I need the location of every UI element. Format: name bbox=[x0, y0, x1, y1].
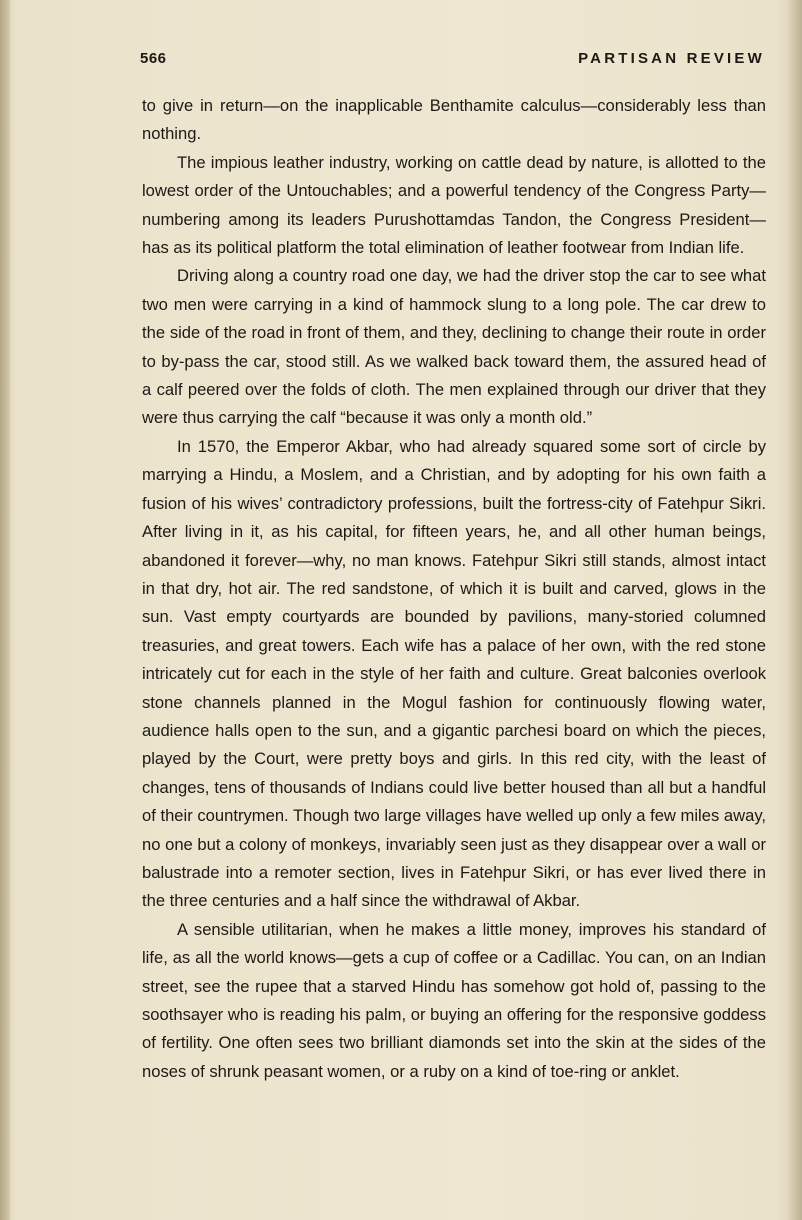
paragraph-fatehpur-sikri: In 1570, the Emperor Akbar, who had already squared some sort of circle by marrying a Hindu, a Moslem, and a Christian, and by adopting for his own faith a fusion of his wives’ contradictory professions, built the fortress-city of Fatehpur Sikri. After living in it, as his capital, for fifteen years, he, and all other human beings, abandoned it forever—why, no man knows. Fatehpur Sikri still stands, almost intact in that dry, hot air. The red sandstone, of which it is built and carved, glows in the sun. Vast empty courtyards are bounded by pavilions, many-storied columned treasuries, and great towers. Each wife has a palace of her own, with the red stone intricately cut for each in the style of her faith and culture. Great balconies overlook stone channels planned in the Mogul fashion for continuously flowing water, audience halls open to the sun, and a gigantic parchesi board on which the pieces, played by the Court, were pretty boys and girls. In this red city, with the least of changes, tens of thousands of Indians could live better housed than all but a handful of their countrymen. Though two large villages have welled up only a few miles away, no one but a colony of monkeys, invariably seen just as they disappear over a wall or balustrade into a remoter section, lives in Fatehpur Sikri, or has ever lived there in the three centuries and a half since the withdrawal of Akbar. bbox=[142, 436, 766, 911]
running-head: PARTISAN REVIEW bbox=[578, 50, 765, 67]
paragraph-continued: to give in return—on the inapplicable Benthamite calculus—considerably less than nothing. bbox=[142, 96, 766, 144]
page-gutter bbox=[0, 0, 10, 1220]
page-number: 566 bbox=[140, 50, 167, 67]
page-header bbox=[140, 50, 765, 72]
paragraph-leather-industry: The impious leather industry, working on cattle dead by nature, is allotted to the lowest order of the Untouchables; and a powerful tendency of the Congress Party—numbering among its leaders Purushottamdas Tandon, the Congress President—has as its political platform the total elimination of leather footwear from Indian life. bbox=[142, 152, 766, 258]
paragraph-calf-anecdote: Driving along a country road one day, we had the driver stop the car to see what two men were carrying in a kind of hammock slung to a long pole. The car drew to the side of the road in front of them, and they, declining to change their route in order to by-pass the car, stood still. As we walked back toward them, the assured head of a calf peered over the folds of cloth. The men explained through our driver that they were thus carrying the calf “because it was only a month old.” bbox=[142, 266, 766, 428]
page-edge-shadow bbox=[788, 0, 802, 1220]
paragraph-utilitarian: A sensible utilitarian, when he makes a little money, improves his standard of life, as all the world knows—gets a cup of coffee or a Cadillac. You can, on an Indian street, see the rupee that a starved Hindu has somehow got hold of, passing to the soothsayer who is reading his palm, or buying an offering for the responsive goddess of fertility. One often sees two brilliant diamonds set into the skin at the sides of the noses of shrunk peasant women, or a ruby on a kind of toe-ring or anklet. bbox=[142, 919, 766, 1081]
body-text bbox=[142, 92, 766, 1086]
